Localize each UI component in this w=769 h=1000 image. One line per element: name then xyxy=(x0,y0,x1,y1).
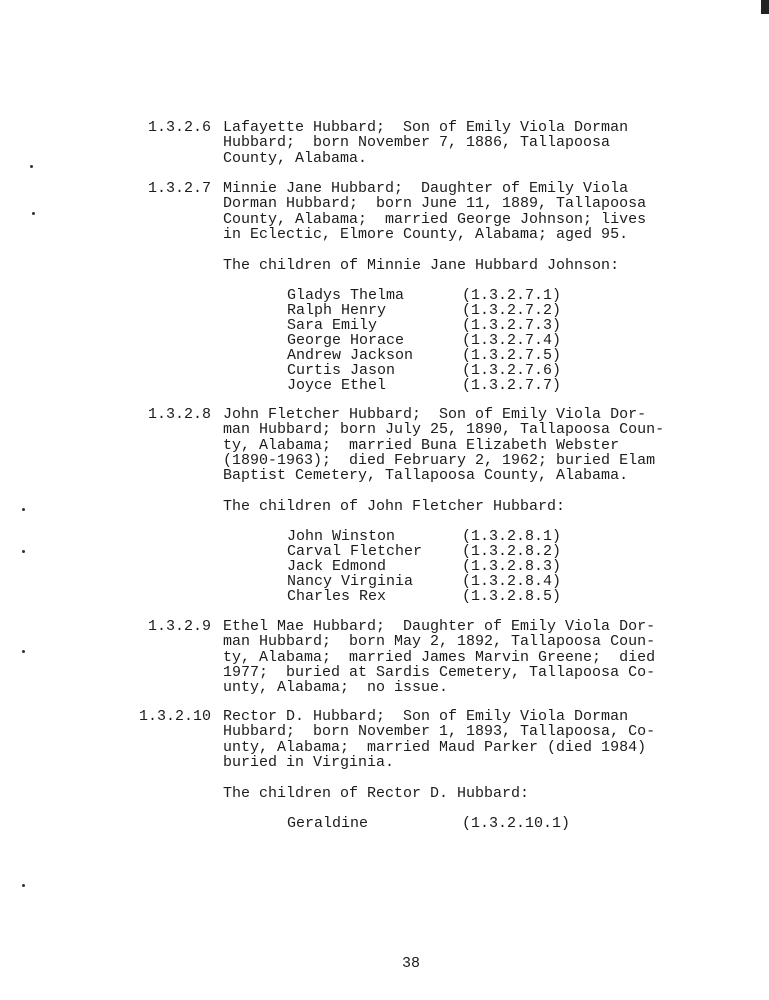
child-name: Carval Fletcher xyxy=(287,543,423,560)
entry-line: Dorman Hubbard; born June 11, 1889, Tallapoosa xyxy=(223,195,647,213)
entry-line: Hubbard; born November 7, 1886, Tallapoosa xyxy=(223,134,611,152)
entry-line: in Eclectic, Elmore County, Alabama; aged 95. xyxy=(223,225,629,243)
child-name: Sara Emily xyxy=(287,317,378,334)
child-name: Nancy Virginia xyxy=(287,573,414,590)
child-name: John Winston xyxy=(287,528,396,545)
entry-line: Ethel Mae Hubbard; Daughter of Emily Viola Dor- xyxy=(223,618,656,635)
page-number: 38 xyxy=(402,955,421,972)
child-name: Andrew Jackson xyxy=(287,347,414,364)
child-code: (1.3.2.7.7) xyxy=(462,377,562,394)
child-code: (1.3.2.7.4) xyxy=(462,332,562,349)
entry-line: Baptist Cemetery, Tallapoosa County, Alabama. xyxy=(223,467,629,485)
entry-text xyxy=(223,181,673,242)
entry-line: County, Alabama; married George Johnson; lives xyxy=(223,210,647,228)
scan-speck xyxy=(22,884,25,887)
children-heading: The children of Rector D. Hubbard: xyxy=(223,785,530,802)
scan-speck xyxy=(32,212,35,215)
entry-number: 1.3.2.9 xyxy=(148,618,212,635)
entry-line: man Hubbard; born July 25, 1890, Tallapoosa Coun- xyxy=(223,421,665,439)
child-code: (1.3.2.7.6) xyxy=(462,362,562,379)
child-code: (1.3.2.8.5) xyxy=(462,588,562,605)
entry-number: 1.3.2.8 xyxy=(148,406,212,423)
scan-speck xyxy=(22,550,25,553)
child-code: (1.3.2.8.1) xyxy=(462,528,562,545)
child-name: Joyce Ethel xyxy=(287,377,387,394)
entry-line: unty, Alabama; married Maud Parker (died 1984) xyxy=(223,738,647,756)
entry-line: Hubbard; born November 1, 1893, Tallapoosa, Co- xyxy=(223,723,656,741)
child-name: Gladys Thelma xyxy=(287,287,405,304)
child-name: Ralph Henry xyxy=(287,302,387,319)
child-code: (1.3.2.8.3) xyxy=(462,558,562,575)
child-name: Curtis Jason xyxy=(287,362,396,379)
entry-line: ty, Alabama; married Buna Elizabeth Webster xyxy=(223,436,620,454)
entry-line: ty, Alabama; married James Marvin Greene; died xyxy=(223,648,656,666)
entry-text xyxy=(223,120,673,166)
child-code: (1.3.2.7.2) xyxy=(462,302,562,319)
child-name: Jack Edmond xyxy=(287,558,387,575)
entry-number: 1.3.2.6 xyxy=(148,119,212,136)
entry-number: 1.3.2.7 xyxy=(148,180,212,197)
children-heading: The children of John Fletcher Hubbard: xyxy=(223,498,566,515)
entry-line: John Fletcher Hubbard; Son of Emily Viola Dor- xyxy=(223,406,647,423)
entry-line: unty, Alabama; no issue. xyxy=(223,679,449,697)
child-code: (1.3.2.7.1) xyxy=(462,287,562,304)
scan-speck xyxy=(22,508,25,511)
entry-line: man Hubbard; born May 2, 1892, Tallapoosa Coun- xyxy=(223,633,656,651)
child-code: (1.3.2.8.4) xyxy=(462,573,562,590)
entry-line: Minnie Jane Hubbard; Daughter of Emily Viola xyxy=(223,180,629,197)
entry-number: 1.3.2.10 xyxy=(139,708,212,725)
scan-edge-mark xyxy=(761,0,769,14)
entry-text xyxy=(223,407,673,483)
scan-speck xyxy=(30,165,33,168)
entry-line: buried in Virginia. xyxy=(223,753,395,771)
child-name: Charles Rex xyxy=(287,588,387,605)
child-name: George Horace xyxy=(287,332,405,349)
child-name: Geraldine xyxy=(287,815,369,832)
child-code: (1.3.2.7.5) xyxy=(462,347,562,364)
entry-line: 1977; buried at Sardis Cemetery, Tallapoosa Co- xyxy=(223,663,656,681)
entry-text xyxy=(223,709,673,770)
scan-speck xyxy=(22,650,25,653)
children-heading: The children of Minnie Jane Hubbard Johnson: xyxy=(223,257,620,274)
child-code: (1.3.2.7.3) xyxy=(462,317,562,334)
entry-line: (1890-1963); died February 2, 1962; buried Elam xyxy=(223,451,656,469)
child-code: (1.3.2.8.2) xyxy=(462,543,562,560)
entry-line: Rector D. Hubbard; Son of Emily Viola Dorman xyxy=(223,708,629,725)
child-code: (1.3.2.10.1) xyxy=(462,815,571,832)
entry-line: County, Alabama. xyxy=(223,149,368,167)
entry-text xyxy=(223,619,673,695)
entry-line: Lafayette Hubbard; Son of Emily Viola Dorman xyxy=(223,119,629,136)
